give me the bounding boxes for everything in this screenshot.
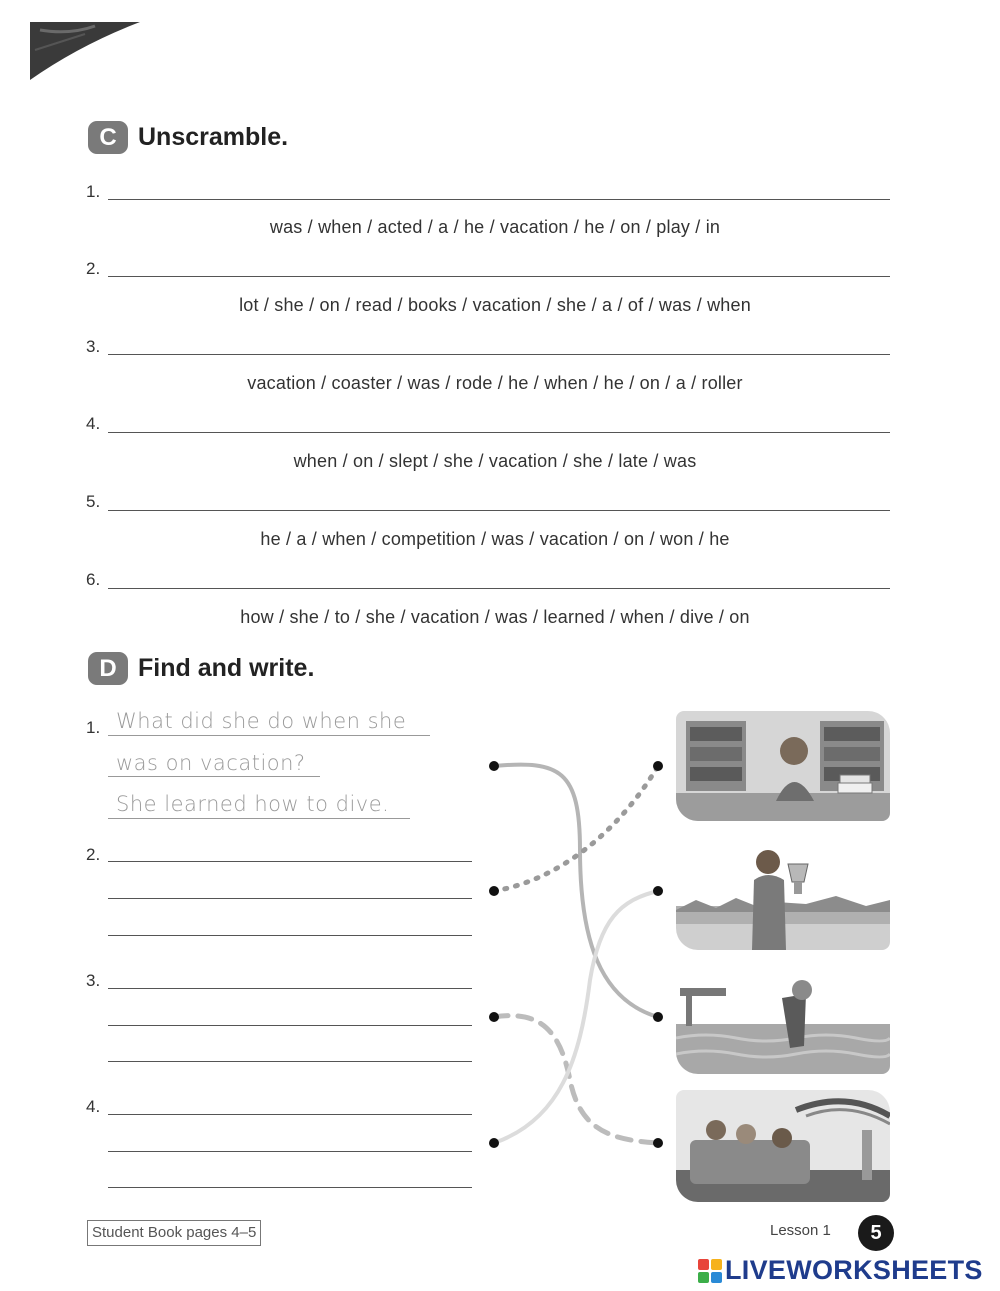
section-c-title: Unscramble. — [138, 123, 289, 151]
item-number: 4. — [86, 1097, 101, 1116]
scrambled-words: when / on / slept / she / vacation / she / late / was — [293, 451, 697, 471]
scrambled-words: was / when / acted / a / he / vacation / he / on / play / in — [269, 217, 721, 237]
item-number: 2. — [86, 845, 101, 864]
right-dot-1[interactable] — [653, 761, 663, 771]
match-line-dotted — [494, 766, 658, 891]
trophy-girl-picture — [676, 840, 890, 950]
book-reference: Student Book pages 4–5 — [87, 1220, 261, 1246]
section-d-title: Find and write. — [138, 654, 315, 682]
match-line-dashed — [494, 1016, 658, 1143]
right-dot-4[interactable] — [653, 1138, 663, 1148]
scrambled-words: how / she / to / she / vacation / was / learned / when / dive / on — [240, 607, 750, 627]
item-number: 4. — [86, 414, 101, 433]
page-number: 5 — [858, 1215, 894, 1251]
scrambled-words: lot / she / on / read / books / vacation / she / a / of / was / when — [239, 295, 751, 315]
liveworksheets-brand[interactable] — [698, 1255, 983, 1286]
item-number: 2. — [86, 259, 101, 278]
left-dot-3[interactable] — [489, 1012, 499, 1022]
item-number: 1. — [86, 182, 101, 201]
scrambled-words: he / a / when / competition / was / vacation / on / won / he — [260, 529, 730, 549]
lesson-label: Lesson 1 — [770, 1222, 831, 1239]
example-number: 1. — [86, 718, 101, 737]
item-number: 3. — [86, 971, 101, 990]
left-dot-4[interactable] — [489, 1138, 499, 1148]
example-line-1: What did she do when she — [116, 709, 407, 733]
section-d-badge: D — [88, 652, 128, 685]
brand-name: LIVEWORKSHEETS — [725, 1255, 983, 1285]
example-line-3: She learned how to dive. — [116, 792, 390, 816]
item-number: 6. — [86, 570, 101, 589]
example-line-2: was on vacation? — [116, 751, 306, 775]
left-dot-2[interactable] — [489, 886, 499, 896]
right-dot-3[interactable] — [653, 1012, 663, 1022]
library-boy-picture — [676, 711, 890, 821]
item-number: 5. — [86, 492, 101, 511]
left-dot-1[interactable] — [489, 761, 499, 771]
liveworksheets-logo-icon — [698, 1259, 722, 1283]
roller-coaster-picture — [676, 1090, 890, 1202]
scrambled-words: vacation / coaster / was / rode / he / when / he / on / a / roller — [247, 373, 743, 393]
section-c-badge: C — [88, 121, 128, 154]
diving-girl-picture — [676, 964, 890, 1074]
item-number: 3. — [86, 337, 101, 356]
right-dot-2[interactable] — [653, 886, 663, 896]
